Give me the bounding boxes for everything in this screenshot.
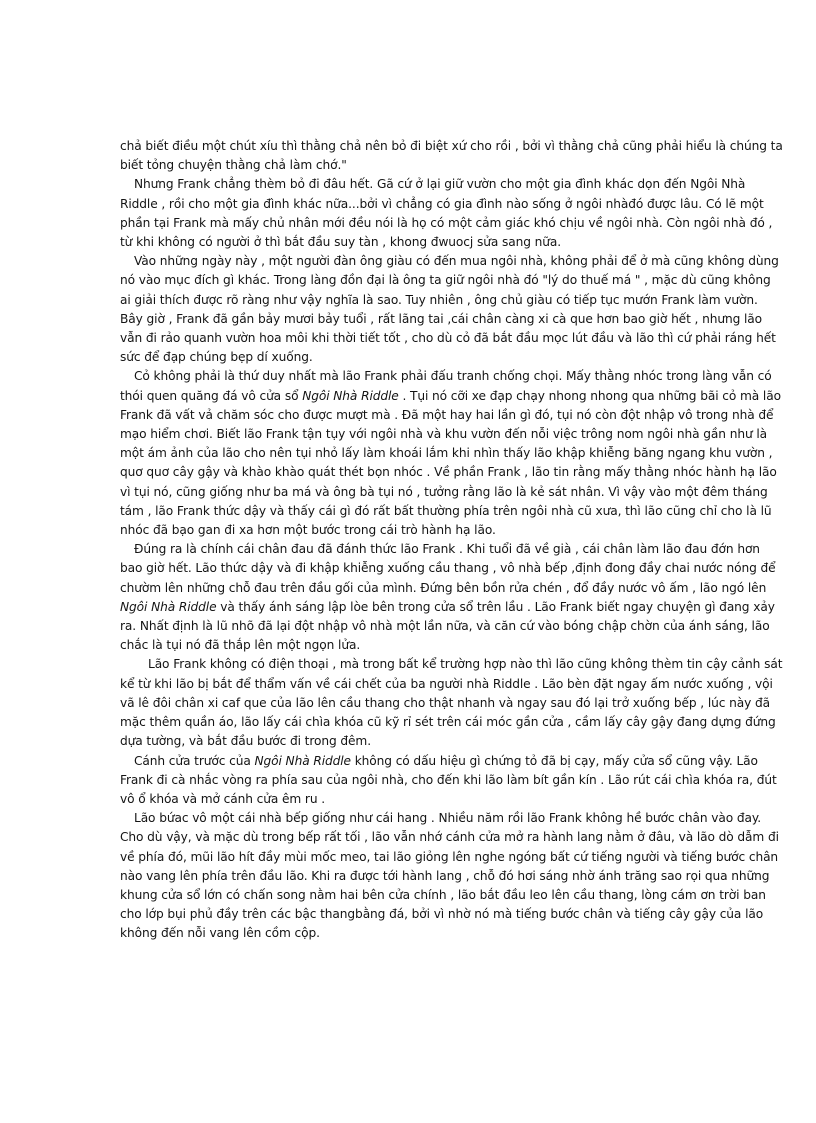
paragraph <box>120 540 784 655</box>
paragraph <box>120 137 784 175</box>
italic-title: Ngôi Nhà Riddle <box>302 388 399 403</box>
italic-title: Ngôi Nhà Riddle <box>254 753 351 768</box>
paragraph <box>120 252 784 367</box>
text-run: chả biết điều một chút xíu thì thằng chả nên bỏ đi biệt xứ cho rồi , bởi vì thằng chả cũng phải hiểu là chúng ta biết tỏng chuyện thằng chả làm chớ." <box>120 139 783 173</box>
text-run: Cỏ không phải là thứ duy nhất mà lão Frank phải đấu tranh chống chọi. Mấy thằng nhóc trong làng vẫn có thói quen quăng đá vô cửa sổ <box>120 369 772 403</box>
text-run: và thấy ánh sáng lập lòe bên trong cửa sổ trên lầu . Lão Frank biết ngay chuyện gì đang xảy ra. Nhất định là lũ nhõ đã lại đột nhập vô nhà một lần nữa, và căn cứ vào bóng chập chờn của ánh sáng, lão chắc là tụi nó đã thắp lên một ngọn lửa. <box>120 599 775 653</box>
text-run: Cánh cửa trước của <box>134 753 255 768</box>
italic-title: Ngôi Nhà Riddle <box>120 599 217 614</box>
document-body <box>120 137 784 944</box>
text-run: Lão bứac vô một cái nhà bếp giống như cái hang . Nhiều năm rồi lão Frank không hề bước chân vào đay. Cho dù vậy, và mặc dù trong bếp rất tối , lão vẫn nhớ cánh cửa mở ra hành lang nằm ở đâu, và lão dò dẫm đi về phía đó, mũi lão hít đầy mùi mốc meo, tai lão giỏng lên nghe ngóng bất cứ tiếng người và tiếng bước chân nào vang lên phía trên đầu lão. Khi ra được tới hành lang , chỗ đó hơi sáng nhờ ánh trăng sao rọi qua những khung cửa sổ lớn có chấn song nằm hai bên cửa chính , lão bắt đầu leo lên cầu thang, lòng cám ơn trời ban cho lớp bụi phủ đầy trên các bậc thangbằng đá, bởi vì nhờ nó mà tiếng bước chân và tiếng cây gậy của lão không đến nỗi vang lên cồm cộp. <box>120 811 779 941</box>
paragraph <box>120 809 784 943</box>
text-run: Đúng ra là chính cái chân đau đã đánh thức lão Frank . Khi tuổi đã về già , cái chân làm lão đau đớn hơn bao giờ hết. Lão thức dậy và đi khập khiễng xuống cầu thang , vô nhà bếp ,định đong đầy chai nước nóng để chườm lên những chỗ đau trên đầu gối của mình. Đứng bên bồn rửa chén , đổ đầy nước vô ấm , lão ngó lên <box>120 542 776 595</box>
text-run: Vào những ngày này , một người đàn ông giàu có đến mua ngôi nhà, không phải để ở mà cũng không dùng nó vào mục đích gì khác. Trong làng đồn đại là ông ta giữ ngôi nhà đó "lý do thuế má " , mặc dù cũng không ai giải thích được rõ ràng như vậy nghĩa là sao. Tuy nhiên , ông chủ giàu có tiếp tục mướn Frank làm vườn. Bây giờ , Frank đã gần bảy mươi bảy tuổi , rất lãng tai ,cái chân càng xi cà que hơn bao giờ hết , nhưng lão vẫn đi rảo quanh vườn hoa môi khi thời tiết tốt , cho dù cỏ đã bắt đầu mọc lút đầu và lão thì cứ phải ráng hết sức để đạp chúng bẹp dí xuống. <box>120 254 779 365</box>
text-run: Lão Frank không có điện thoại , mà trong bất kể trường hợp nào thì lão cũng không thèm tin cậy cảnh sát kể từ khi lão bị bắt để thẩm vấn về cái chết của ba người nhà Riddle . Lão bèn đặt ngay ấm nước xuống , vội vã lê đôi chân xi caf que của lão lên cầu thang cho thật nhanh và ngay sau đó lại trở xuống bếp , lúc này đã mặc thêm quần áo, lão lấy cái chìa khóa cũ kỹ rỉ sét trên cái móc gần cửa , cầm lấy cây gậy đang dựng đứng dựa tường, và bắt đầu bước đi trong đêm. <box>120 657 783 749</box>
paragraph <box>120 367 784 540</box>
text-run: không có dấu hiệu gì chứng tỏ đã bị cạy, mấy cửa sổ cũng vậy. Lão Frank đi cà nhắc vòng ra phía sau của ngôi nhà, cho đến khi lão làm bít gần kín . Lão rút cái chìa khóa ra, đút vô ổ khóa và mở cánh cửa êm ru . <box>120 753 777 806</box>
text-run: Nhưng Frank chẳng thèm bỏ đi đâu hết. Gã cứ ở lại giữ vườn cho một gia đình khác dọn đến Ngôi Nhà Riddle , rồi cho một gia đình khác nữa...bởi vì chẳng có gia đình nào sống ở ngôi nhàđó được lâu. Có lẽ một phần tại Frank mà mấy chủ nhân mới đều nói là họ có một cảm giác khó chịu về ngôi nhà. Còn ngôi nhà đó , từ khi không có người ở thì bắt đầu suy tàn , khong đwuocj sửa sang nữa. <box>120 177 773 250</box>
paragraph <box>120 752 784 810</box>
paragraph <box>120 655 784 751</box>
paragraph <box>120 175 784 252</box>
text-run: . Tụi nó cỡi xe đạp chạy nhong nhong qua những bãi cỏ mà lão Frank đã vất vả chăm sóc cho được mượt mà . Đã một hay hai lần gì đó, tụi nó còn đột nhập vô trong nhà để mạo hiểm chơi. Biết lão Frank tận tụy với ngôi nhà và khu vườn đến nỗi việc trông nom ngôi nhà gần như là một ám ảnh của lão cho nên tụi nhỏ lấy làm khoái lắm khi nhìn thấy lão khập khiễng băng ngang khu vườn , quơ quơ cây gậy và khào khào quát thét bọn nhóc . Về phần Frank , lão tin rằng mấy thằng nhóc hành hạ lão vì tụi nó, cũng giống như ba má và ông bà tụi nó , tưởng rằng lão là kẻ sát nhân. Vì vậy vào một đêm tháng tám , lão Frank thức dậy và thấy cái gì đó rất bất thường phía trên ngôi nhà cũ xưa, thì lão cũng chỉ cho là lũ nhóc đã bạo gan đi xa hơn một bước trong cái trò hành hạ lão. <box>120 388 781 538</box>
